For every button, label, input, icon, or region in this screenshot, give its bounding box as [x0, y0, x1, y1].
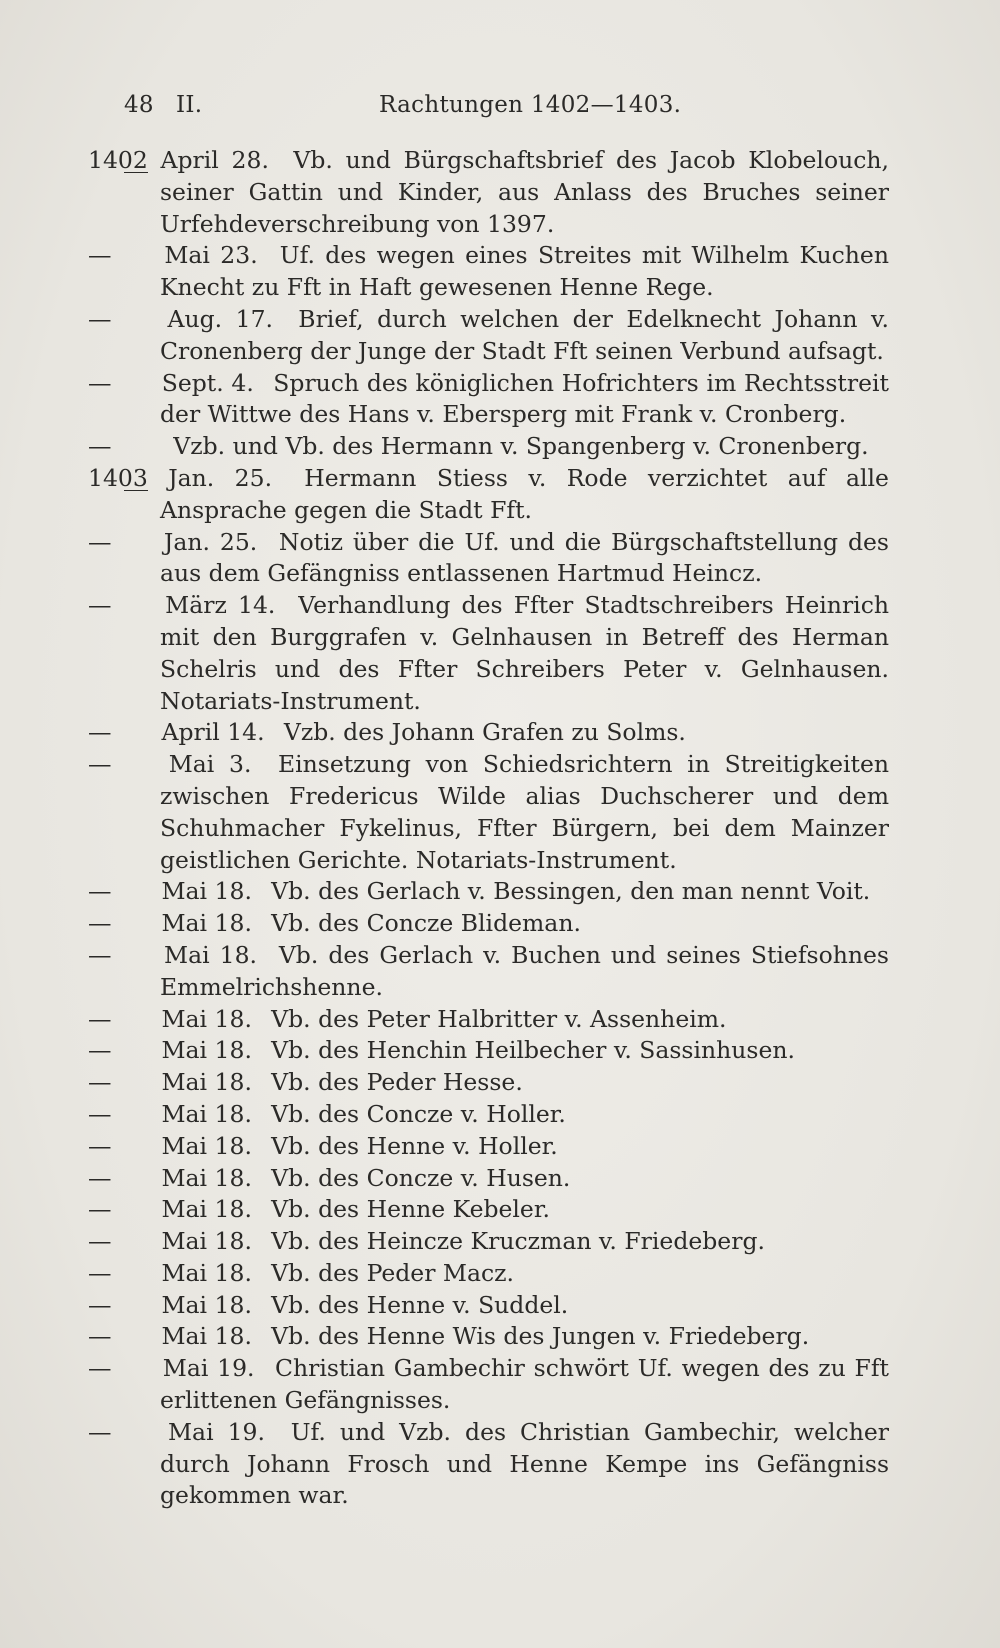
- entry-date: Mai 18.: [161, 1036, 252, 1065]
- page-number: 48: [124, 92, 154, 118]
- entry-text: Vb. des Gerlach v. Bessingen, den man nennt Voit.: [271, 877, 871, 906]
- ditto-dash: —: [88, 1417, 112, 1446]
- entry-text: Hermann Stiess v. Rode verzichtet auf alle Ansprache gegen die Stadt Fft.: [160, 463, 889, 524]
- calendar-entry: [88, 1004, 889, 1036]
- ditto-dash: —: [88, 1099, 112, 1128]
- ditto-dash: —: [88, 909, 112, 938]
- entry-date: Mai 19.: [162, 1354, 255, 1383]
- entry-date: Mai 18.: [161, 877, 252, 906]
- calendar-entry: [88, 527, 889, 591]
- ditto-dash: —: [88, 750, 112, 779]
- entry-date: April 28.: [160, 146, 269, 174]
- entry-text: Vb. des Heincze Kruczman v. Friedeberg.: [271, 1227, 765, 1256]
- calendar-entry: [88, 1321, 889, 1353]
- ditto-dash: —: [88, 241, 112, 270]
- calendar-entry: [88, 1067, 889, 1099]
- entry-text: Christian Gambechir schwört Uf. wegen des zu Fft erlittenen Gefängnisses.: [160, 1354, 889, 1415]
- entry-text: Vzb. und Vb. des Hermann v. Spangenberg v. Cronenberg.: [173, 432, 869, 461]
- entry-date: Mai 18.: [161, 1290, 252, 1319]
- entry-date: Mai 3.: [168, 750, 252, 779]
- calendar-entry: [88, 1290, 889, 1322]
- entry-date: Aug. 17.: [167, 304, 274, 333]
- entry-date: Mai 18.: [161, 1258, 252, 1287]
- ditto-dash: —: [88, 1131, 112, 1160]
- calendar-entry: [88, 1194, 889, 1226]
- entry-date: Mai 23.: [164, 241, 258, 270]
- calendar-entry: [88, 1417, 889, 1512]
- entry-text: Vb. des Peder Macz.: [271, 1258, 514, 1287]
- entry-text: Vb. des Concze Blideman.: [271, 909, 581, 938]
- running-title: Rachtungen 1402—1403.: [379, 92, 682, 118]
- ditto-dash: —: [88, 1290, 112, 1319]
- entry-year: 1403: [88, 463, 148, 492]
- entry-text: Vb. des Henne Kebeler.: [271, 1195, 550, 1224]
- ditto-dash: —: [88, 1354, 112, 1383]
- entry-text: Spruch des königlichen Hofrichters im Rechtsstreit der Wittwe des Hans v. Ebersperg mit Frank v. Cronberg.: [160, 368, 889, 429]
- ditto-dash: —: [88, 1004, 112, 1033]
- calendar-entry: [88, 876, 889, 908]
- calendar-entry: [88, 304, 889, 368]
- ditto-dash: —: [88, 527, 112, 556]
- calendar-entry: [88, 431, 889, 463]
- ditto-dash: —: [88, 1036, 112, 1065]
- ditto-dash: —: [88, 718, 112, 747]
- entry-date: Jan. 25.: [163, 527, 258, 556]
- entry-text: Vb. des Concze v. Husen.: [271, 1163, 571, 1192]
- entry-date: Mai 18.: [161, 1322, 252, 1351]
- ditto-dash: —: [88, 432, 112, 461]
- entry-year: 1402: [88, 146, 148, 174]
- entry-text: Notiz über die Uf. und die Bürgschaftstellung des aus dem Gefängniss entlassenen Hartmud Heincz.: [160, 527, 889, 588]
- calendar-entry: [88, 463, 889, 527]
- entry-text: Einsetzung von Schiedsrichtern in Streitigkeiten zwischen Fredericus Wilde alias Duchscherer und dem Schuhmacher Fykelinus, Ffter Bürgern, bei dem Mainzer geistlichen Gerichte. Notariats-Instrument.: [160, 750, 889, 874]
- ditto-dash: —: [88, 877, 112, 906]
- calendar-entry: [88, 590, 889, 717]
- calendar-entry: [88, 1131, 889, 1163]
- entry-text: Vb. des Peter Halbritter v. Assenheim.: [271, 1004, 727, 1033]
- entry-date: Sept. 4.: [161, 368, 254, 397]
- entry-date: Mai 18.: [161, 1004, 252, 1033]
- ditto-dash: —: [88, 304, 112, 333]
- entry-text: Uf. des wegen eines Streites mit Wilhelm Kuchen Knecht zu Fft in Haft gewesenen Henne Rege.: [160, 241, 889, 302]
- entry-date: Mai 18.: [161, 1131, 252, 1160]
- ditto-dash: —: [88, 1068, 112, 1097]
- calendar-entry: [88, 908, 889, 940]
- entry-text: Verhandlung des Ffter Stadtschreibers Heinrich mit den Burggrafen v. Gelnhausen in Betreff des Herman Schelris und des Ffter Schreibers Peter v. Gelnhausen. Notariats-Instrument.: [160, 591, 889, 715]
- entry-date: Mai 18.: [161, 1068, 252, 1097]
- entry-text: Vb. des Henne v. Holler.: [271, 1131, 558, 1160]
- calendar-entry: [88, 749, 889, 876]
- entry-text: Vb. des Concze v. Holler.: [271, 1099, 566, 1128]
- ditto-dash: —: [88, 1227, 112, 1256]
- entry-text: Vb. des Peder Hesse.: [271, 1068, 523, 1097]
- section-number: II.: [176, 92, 203, 118]
- ditto-dash: —: [88, 1258, 112, 1287]
- entry-date: Mai 18.: [161, 1099, 252, 1128]
- ditto-dash: —: [88, 940, 112, 969]
- entry-date: März 14.: [165, 591, 276, 620]
- entry-list: [88, 145, 889, 1512]
- entry-text: Vb. des Henchin Heilbecher v. Sassinhusen.: [271, 1036, 795, 1065]
- entry-date: Mai 19.: [168, 1417, 265, 1446]
- entry-date: Mai 18.: [161, 1227, 252, 1256]
- entry-text: Vb. und Bürgschaftsbrief des Jacob Klobelouch, seiner Gattin und Kinder, aus Anlass des Bruches seiner Urfehdeverschreibung von 1397.: [160, 146, 889, 238]
- entry-text: Vb. des Henne Wis des Jungen v. Friedeberg.: [271, 1322, 810, 1351]
- entry-date: April 14.: [161, 718, 265, 747]
- entry-date: Mai 18.: [161, 1195, 252, 1224]
- calendar-entry: [88, 1226, 889, 1258]
- ditto-dash: —: [88, 591, 112, 620]
- calendar-entry: [88, 940, 889, 1004]
- calendar-entry: [88, 368, 889, 432]
- ditto-dash: —: [88, 1163, 112, 1192]
- entry-text: Brief, durch welchen der Edelknecht Johann v. Cronenberg der Junge der Stadt Fft seinen Verbund aufsagt.: [160, 304, 889, 365]
- entry-date: Mai 18.: [164, 940, 258, 969]
- entry-date: Jan. 25.: [168, 463, 273, 492]
- entry-text: Vb. des Gerlach v. Buchen und seines Stiefsohnes Emmelrichshenne.: [160, 940, 889, 1001]
- calendar-entry: [88, 1258, 889, 1290]
- ditto-dash: —: [88, 368, 112, 397]
- calendar-entry: [88, 145, 889, 240]
- entry-date: Mai 18.: [161, 909, 252, 938]
- entry-date: Mai 18.: [161, 1163, 252, 1192]
- calendar-entry: [88, 1163, 889, 1195]
- calendar-entry: [88, 1035, 889, 1067]
- ditto-dash: —: [88, 1322, 112, 1351]
- calendar-entry: [88, 1353, 889, 1417]
- calendar-entry: [88, 717, 889, 749]
- entry-text: Vb. des Henne v. Suddel.: [271, 1290, 569, 1319]
- entry-text: Uf. und Vzb. des Christian Gambechir, welcher durch Johann Frosch und Henne Kempe ins Gefängniss gekommen war.: [160, 1417, 889, 1510]
- entry-text: Vzb. des Johann Grafen zu Solms.: [283, 718, 686, 747]
- calendar-entry: [88, 1099, 889, 1131]
- ditto-dash: —: [88, 1195, 112, 1224]
- calendar-entry: [88, 240, 889, 304]
